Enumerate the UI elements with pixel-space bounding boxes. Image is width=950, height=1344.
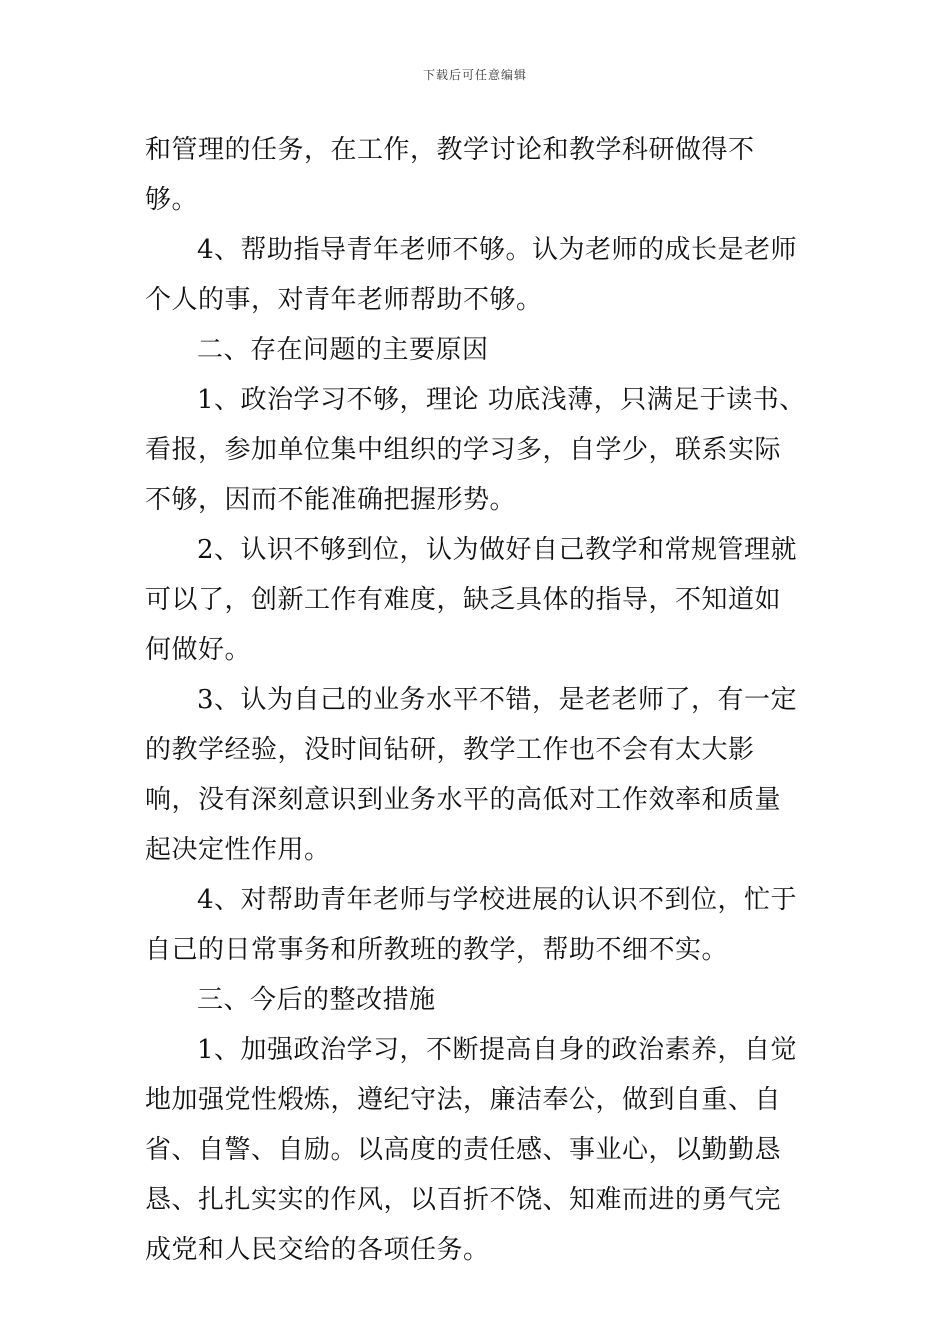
paragraph-continuation: 和管理的任务，在工作，教学讨论和教学科研做得不够。 xyxy=(145,135,755,215)
document-body xyxy=(145,125,807,1275)
paragraph-item-4-guidance: 4、帮助指导青年老师不够。认为老师的成长是老师个人的事，对青年老师帮助不够。 xyxy=(145,235,798,315)
paragraph-measure-1: 1、加强政治学习，不断提高自身的政治素养，自觉地加强党性煅炼，遵纪守法，廉洁奉公，做到自重、自省、自警、自励。以高度的责任感、事业心，以勤勤恳恳、扎扎实实的作风，以百折不饶、知难而进的勇气完成党和人民交给的各项任务。 xyxy=(145,1035,798,1265)
section-heading-causes: 二、存在问题的主要原因 xyxy=(197,335,489,365)
paragraph-cause-3: 3、认为自己的业务水平不错，是老老师了，有一定的教学经验，没时间钻研，教学工作也不会有太大影响，没有深刻意识到业务水平的高低对工作效率和质量起决定性作用。 xyxy=(145,685,798,865)
paragraph-cause-4: 4、对帮助青年老师与学校进展的认识不到位，忙于自己的日常事务和所教班的教学，帮助不细不实。 xyxy=(145,885,798,965)
section-heading-measures: 三、今后的整改措施 xyxy=(197,985,436,1015)
paragraph-cause-2: 2、认识不够到位，认为做好自己教学和常规管理就可以了，创新工作有难度，缺乏具体的指导，不知道如何做好。 xyxy=(145,535,798,665)
paragraph-cause-1: 1、政治学习不够，理论 功底浅薄，只满足于读书、看报，参加单位集中组织的学习多，自学少，联系实际不够，因而不能准确把握形势。 xyxy=(145,385,806,515)
page-header: 下载后可任意编辑 xyxy=(422,68,527,82)
